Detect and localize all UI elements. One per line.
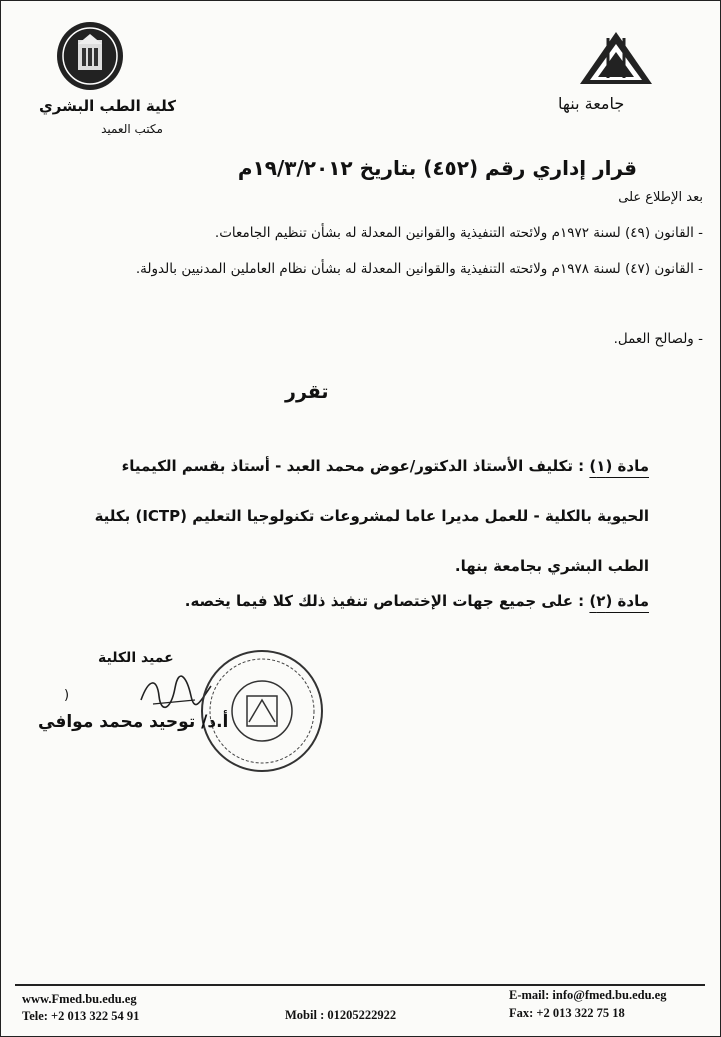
official-stamp-icon [197, 646, 327, 776]
dean-office-label: مكتب العميد [101, 122, 163, 136]
university-logo-icon [578, 30, 654, 86]
faculty-seal-icon [55, 20, 125, 92]
footer-fax: Fax: +2 013 322 75 18 [509, 1006, 625, 1020]
list-item: - ولصالح العمل. [613, 331, 703, 347]
footer-email: E-mail: info@fmed.bu.edu.eg [509, 988, 667, 1002]
footer-telephone: Tele: +2 013 322 54 91 [22, 1009, 140, 1023]
dean-title: عميد الكلية [98, 650, 174, 666]
faculty-name: كلية الطب البشري [38, 97, 176, 115]
article-1 [69, 441, 649, 591]
footer-divider [15, 984, 705, 986]
intro-text: بعد الإطلاع على [618, 190, 703, 205]
footer-mobile: Mobil : 01205222922 [285, 1008, 397, 1022]
footer-website: www.Fmed.bu.edu.eg [22, 992, 137, 1006]
decides-heading: تقرر [285, 381, 329, 403]
article-1-label: مادة (١) [589, 457, 649, 475]
article-2 [69, 592, 649, 610]
article-1-text: : تكليف الأستاذ الدكتور/عوض محمد العبد - أستاذ بقسم الكيمياء الحيوية بالكلية - للعمل مديرا عاما لمشروعات تكنولوجيا التعليم (ICTP) بكلية الطب البشري بجامعة بنها. [94, 457, 649, 575]
article-2-label: مادة (٢) [589, 592, 649, 610]
list-item: - القانون (٤٧) لسنة ١٩٧٨م ولائحته التنفيذية والقوانين المعدلة له بشأن نظام العاملين المدنيين بالدولة. [135, 261, 703, 277]
signatory-name: أ.د/ توحيد محمد موافي [38, 712, 229, 732]
list-item: - القانون (٤٩) لسنة ١٩٧٢م ولائحته التنفيذية والقوانين المعدلة له بشأن تنظيم الجامعات. [214, 225, 703, 241]
decree-title: قرار إداري رقم (٤٥٢) بتاريخ ١٩/٣/٢٠١٢م [237, 156, 637, 180]
university-name: جامعة بنها [558, 94, 625, 113]
article-2-text: : على جميع جهات الإختصاص تنفيذ ذلك كلا فيما يخصه. [184, 592, 585, 610]
parenthesis-mark: ) [64, 688, 70, 703]
